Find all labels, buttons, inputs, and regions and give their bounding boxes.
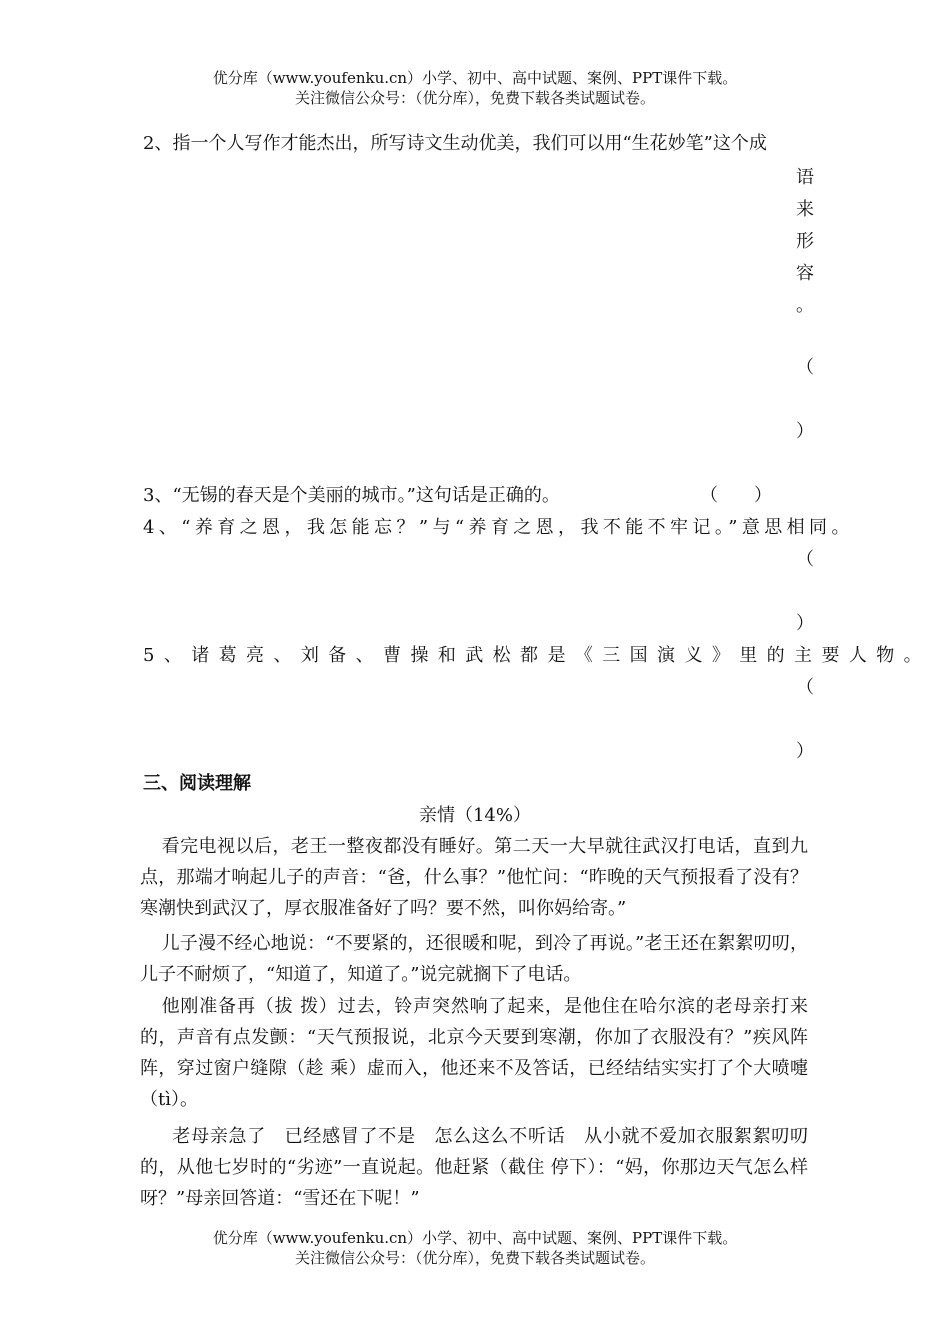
page-footer <box>0 1228 950 1268</box>
question-2-vertical-char: 容 <box>796 263 814 284</box>
section-heading: 三、阅读理解 <box>143 773 251 794</box>
passage-title: 亲情（14%） <box>418 805 531 826</box>
question-5-text: 5、诸葛亮、刘备、曹操和武松都是《三国演义》里的主要人物。 <box>143 645 932 666</box>
page-header <box>0 68 950 108</box>
question-4-answer-close: ） <box>796 613 814 634</box>
question-2-vertical-char: 形 <box>796 231 814 252</box>
question-2-answer-close: ） <box>796 421 814 442</box>
question-3-answer-paren: （ ） <box>700 485 772 506</box>
passage-paragraph-3: 他刚准备再（拔 拨）过去，铃声突然响了起来，是他住在哈尔滨的老母亲打来的，声音有点发颤：“天气预报说，北京今天要到寒潮，你加了衣服没有？”疾风阵阵，穿过窗户缝隙（趁 乘）虚而入，他还来不及答话，已经结结实实打了个大喷嚏（tì）。 <box>140 996 808 1110</box>
header-line-2: 关注微信公众号：（优分库），免费下载各类试题试卷。 <box>294 89 655 107</box>
question-2-answer-open: （ <box>796 357 814 378</box>
question-5-answer-open: （ <box>796 677 814 698</box>
question-5-answer-close: ） <box>796 741 814 762</box>
question-2-vertical-char: 来 <box>796 199 814 220</box>
passage-paragraph-4: 老母亲急了 已经感冒了不是 怎么这么不听话 从小就不爱加衣服絮絮叨叨的，从他七岁时的“劣迹”一直说起。他赶紧（截住 停下）：“妈，你那边天气怎么样呀？”母亲回答道：“雪还在下呢！” <box>140 1126 808 1209</box>
question-2-text: 2、指一个人写作才能杰出，所写诗文生动优美，我们可以用“生花妙笔”这个成 <box>143 133 767 154</box>
question-4-answer-open: （ <box>796 549 814 570</box>
question-4-text: 4、“养育之恩，我怎能忘？”与“养育之恩，我不能不牢记。”意思相同。 <box>143 517 854 538</box>
header-line-1: 优分库（www.youfenku.cn）小学、初中、高中试题、案例、PPT课件下载。 <box>212 69 738 87</box>
question-2-vertical-char: 。 <box>796 295 814 316</box>
passage-paragraph-1: 看完电视以后，老王一整夜都没有睡好。第二天一大早就往武汉打电话，直到九点，那端才响起儿子的声音：“爸，什么事？”他忙问：“昨晚的天气预报看了没有？寒潮快到武汉了，厚衣服准备好了吗？要不然，叫你妈给寄。” <box>140 836 808 919</box>
footer-line-1: 优分库（www.youfenku.cn）小学、初中、高中试题、案例、PPT课件下载。 <box>212 1229 738 1247</box>
question-3-text: 3、“无锡的春天是个美丽的城市。”这句话是正确的。 <box>143 485 560 506</box>
footer-line-2: 关注微信公众号：（优分库），免费下载各类试题试卷。 <box>294 1249 655 1267</box>
question-2-vertical-char: 语 <box>796 167 814 188</box>
passage-paragraph-2: 儿子漫不经心地说：“不要紧的，还很暖和呢，到冷了再说。”老王还在絮絮叨叨，儿子不耐烦了，“知道了，知道了。”说完就搁下了电话。 <box>140 933 808 985</box>
